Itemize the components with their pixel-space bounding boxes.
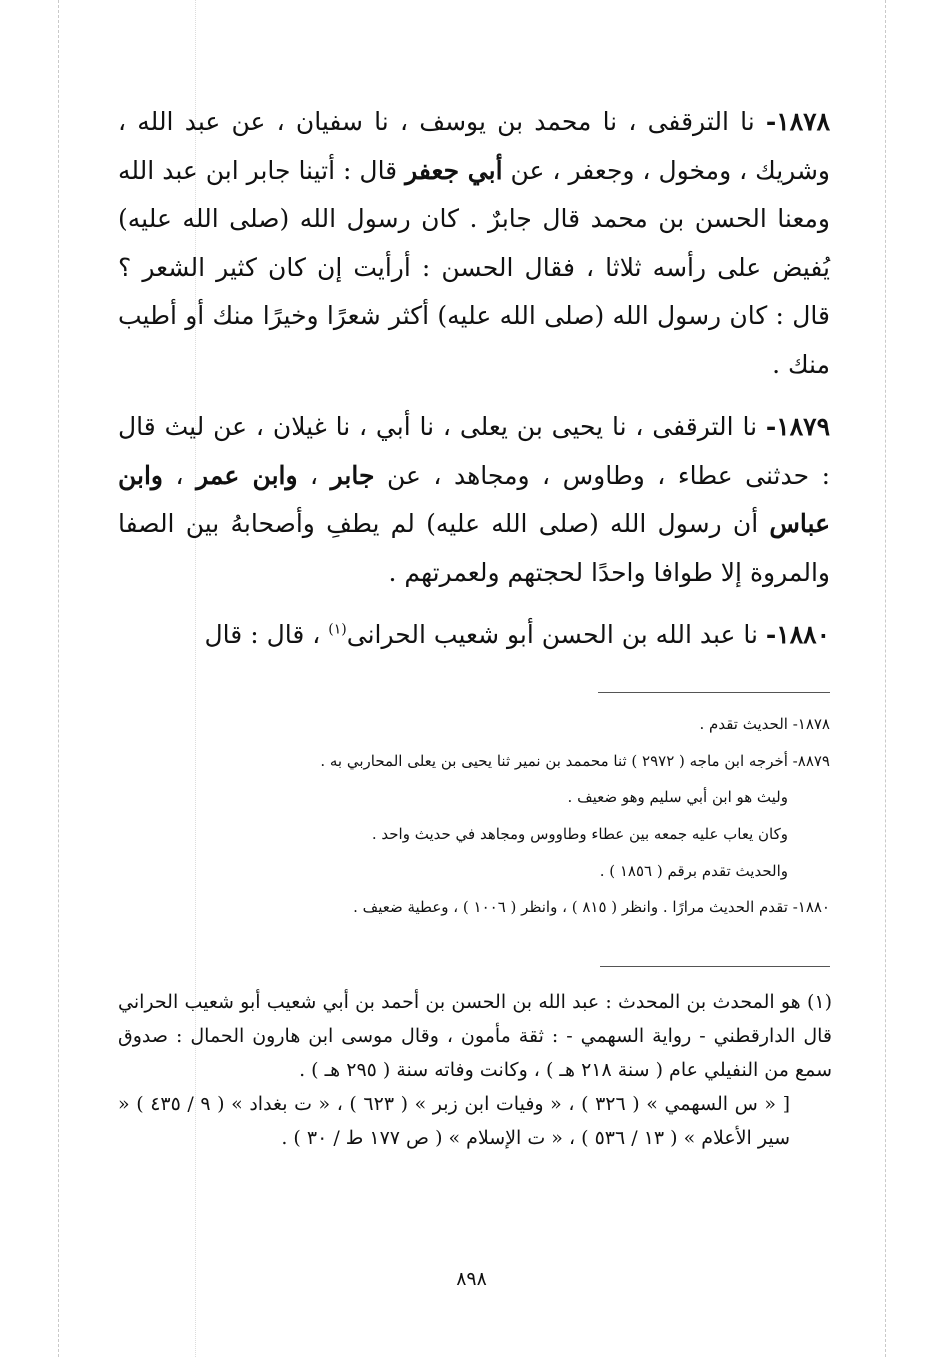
scan-margin-line-left	[58, 0, 59, 1357]
footnote-separator	[600, 966, 830, 967]
footnote-marker: (١)	[328, 621, 347, 638]
hadith-number: ١٨٨٠-	[765, 620, 830, 649]
notes-separator	[598, 692, 830, 693]
main-text	[118, 98, 830, 660]
hadith-text: ،	[297, 460, 331, 490]
scan-margin-line-right	[885, 0, 886, 1357]
note-line: وليث هو ابن أبي سليم وهو ضعيف .	[567, 788, 788, 807]
footnote-1-references: [ « س السهمي » ( ٣٢٦ ) ، « وفيات ابن زبر » ( ٦٢٣ ) ، « ت بغداد » ( ٩ / ٤٣٥ ) « سير الأعلام » ( ١٣ / ٥٣٦ ) ، « ت الإسلام » ( ص ١٧٧ ط / ٣٠ ) .	[118, 1093, 790, 1149]
hadith-text: ، قال : قال	[204, 620, 329, 649]
narrator-name: وابن عباس	[118, 460, 830, 538]
note-line: وكان يعاب عليه جمعه بين عطاء وطاووس ومجاهد في حديث واحد .	[371, 825, 788, 844]
note-line: ١٨٨٠- تقدم الحديث مرارًا . وانظر ( ٨١٥ ) ، وانظر ( ١٠٠٦ ) ، وعطية ضعيف .	[353, 898, 830, 917]
hadith-paragraph	[118, 611, 830, 660]
note-line: والحديث تقدم برقم ( ١٨٥٦ ) .	[599, 861, 788, 880]
narrator-name: أبي جعفر	[405, 155, 503, 185]
footnote-1: (١) هو المحدث بن المحدث : عبد الله بن الحسن بن أحمد بن أبي شعيب أبو شعيب الحراني قال الدارقطني - رواية السهمي - : ثقة مأمون ، وقال موسى ابن هارون الحمال : صدوق سمع من النفيلي عام ( سنة ٢١٨ هـ ) ، وكانت وفاته سنة ( ٢٩٥ هـ ) .	[118, 991, 832, 1081]
hadith-text: نا الترقفى ، نا يحيى بن يعلى ، نا أبي ، نا غيلان ، عن ليث قال : حدثنى عطاء ، وطاوس ، ومجاهد ، عن	[118, 412, 831, 490]
footnotes	[118, 985, 832, 1155]
hadith-number: ١٨٧٩-	[765, 412, 830, 441]
narrator-name: وابن عمر	[196, 460, 298, 490]
hadith-text: نا الترقفى ، نا محمد بن يوسف ، نا سفيان ، عن عبد الله ، وشريك ، ومخول ، وجعفر ، عن	[118, 107, 830, 185]
note-line: ٨٨٧٩- أخرجه ابن ماجه ( ٢٩٧٢ ) ثنا محممد بن نمير ثنا يحيى بن يعلى المحاربي به .	[320, 751, 830, 770]
hadith-paragraph	[118, 403, 830, 597]
hadith-paragraph	[118, 98, 830, 389]
hadith-text: أن رسول الله (صلى الله عليه) لم يطفِ وأصحابهُ بين الصفا والمروة إلا طوافا واحدًا لحجتهم ولعمرتهم .	[118, 509, 830, 587]
hadith-notes	[160, 706, 830, 926]
hadith-text: نا عبد الله بن الحسن أبو شعيب الحرانى	[346, 620, 766, 649]
narrator-name: جابر	[330, 460, 375, 490]
hadith-number: ١٨٧٨-	[765, 107, 830, 136]
hadith-text: قال : أتينا جابر ابن عبد الله ومعنا الحسن بن محمد قال جابرٌ . كان رسول الله (صلى الله عليه) يُفيض على رأسه ثلاثا ، فقال الحسن : أرأيت إن كان كثير الشعر ؟ قال : كان رسول الله (صلى الله عليه) أكثر شعرًا وخيرًا منك أو أطيب منك .	[118, 155, 830, 379]
note-line: ١٨٧٨- الحديث تقدم .	[699, 715, 830, 733]
hadith-text: ،	[163, 460, 197, 490]
page-number: ٨٩٨	[456, 1268, 487, 1290]
